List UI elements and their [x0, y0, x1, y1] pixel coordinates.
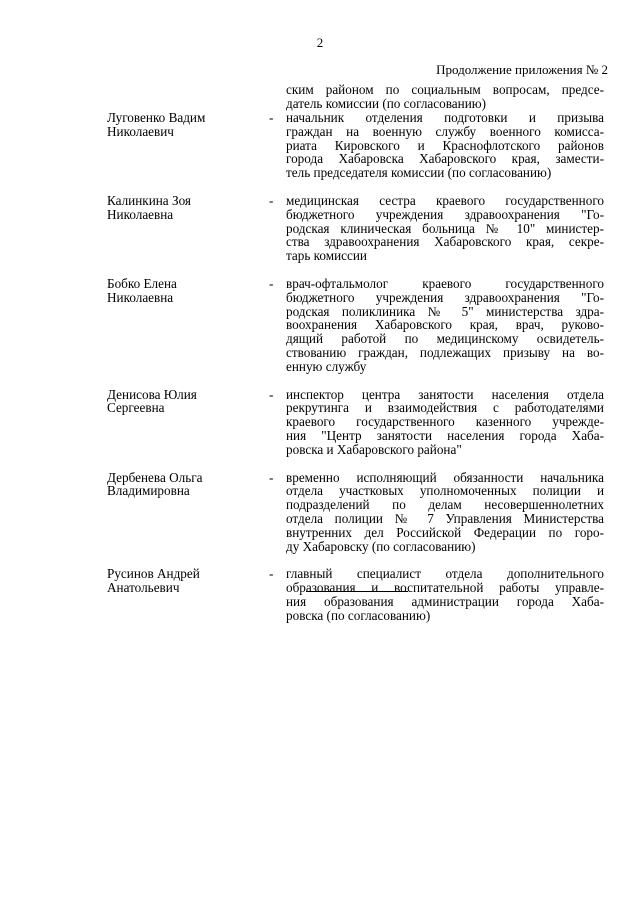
description-line: ским районом по социальным вопросам, предсе- [286, 82, 604, 97]
member-entry [0, 111, 640, 180]
dash-separator: - [269, 566, 274, 582]
continued-description [286, 83, 604, 111]
position-line: отдела участковых уполномоченных полиции и [286, 483, 604, 499]
position-line: внутренних дел Российской Федерации по горо- [286, 524, 604, 540]
member-name [107, 567, 269, 595]
page-number: 2 [316, 35, 324, 50]
position-line: риата Кировского и Краснофлотского районов [286, 137, 604, 153]
member-patronymic: Владимировна [107, 483, 190, 499]
member-patronymic: Николаевич [107, 123, 174, 139]
position-line: медицинская сестра краевого государственного [286, 192, 604, 208]
position-line: ду Хабаровску (по согласованию) [286, 538, 476, 554]
position-line: ровска (по согласованию) [286, 607, 431, 623]
position-line: ровска и Хабаровского района" [286, 441, 462, 457]
position-line: рекрутинга и взаимодействия с работодателями [286, 400, 604, 416]
position-line: врач-офтальмолог краевого государственного [286, 275, 604, 291]
commission-member-list [0, 111, 640, 623]
member-patronymic: Николаевна [107, 289, 174, 305]
position-line: краевого государственного казенного учрежде- [286, 414, 604, 430]
member-entry [0, 567, 640, 622]
member-position [286, 471, 604, 554]
member-patronymic: Сергеевна [107, 400, 165, 416]
dash-separator: - [269, 275, 274, 291]
position-line: города Хабаровска Хабаровского края, замести- [286, 151, 604, 167]
member-name [107, 277, 269, 305]
member-entry [0, 388, 640, 457]
member-surname-firstname: Бобко Елена [107, 275, 177, 291]
member-entry [0, 471, 640, 554]
appendix-continuation-note: Продолжение приложения № 2 [436, 62, 608, 77]
position-line: бюджетного учреждения здравоохранения "Го- [286, 206, 604, 222]
member-entry [0, 277, 640, 374]
position-line: главный специалист отдела дополнительного [286, 566, 604, 582]
position-line: ния "Центр занятости населения города Хаба- [286, 427, 604, 443]
position-line: родская поликлиника № 5" министерства здра- [286, 303, 604, 319]
position-line: инспектор центра занятости населения отдела [286, 386, 604, 402]
member-patronymic: Николаевна [107, 206, 174, 222]
position-line: родская клиническая больница № 10" министер- [286, 220, 604, 236]
member-name [107, 194, 269, 222]
member-surname-firstname: Дербенева Ольга [107, 469, 203, 485]
member-position [286, 567, 604, 622]
position-line: граждан на военную службу военного комисса- [286, 123, 604, 139]
member-surname-firstname: Калинкина Зоя [107, 192, 191, 208]
dash-separator: - [269, 469, 274, 485]
member-surname-firstname: Русинов Андрей [107, 566, 200, 582]
position-line: дящий работой по медицинскому освидетель- [286, 331, 604, 347]
dash-separator: - [269, 386, 274, 402]
position-line: ства здравоохранения Хабаровского края, секре- [286, 234, 604, 250]
member-position [286, 277, 604, 374]
member-name [107, 111, 269, 139]
member-entry [0, 194, 640, 263]
position-line: ния образования администрации города Хаба- [286, 593, 604, 609]
member-position [286, 194, 604, 263]
position-line: воохранения Хабаровского края, врач, руково- [286, 317, 604, 333]
end-divider-line [306, 591, 408, 592]
position-line: временно исполняющий обязанности начальника [286, 469, 604, 485]
position-line: образования и воспитательной работы управле- [286, 580, 604, 596]
member-surname-firstname: Луговенко Вадим [107, 110, 206, 125]
position-line: отдела полиции № 7 Управления Министерства [286, 510, 604, 526]
position-line: бюджетного учреждения здравоохранения "Го- [286, 289, 604, 305]
position-line: начальник отделения подготовки и призыва [286, 110, 604, 125]
position-line: тель председателя комиссии (по согласованию) [286, 165, 552, 181]
dash-separator: - [269, 110, 274, 125]
member-position [286, 111, 604, 180]
member-position [286, 388, 604, 457]
member-surname-firstname: Денисова Юлия [107, 386, 197, 402]
dash-separator: - [269, 192, 274, 208]
position-line: подразделений по делам несовершеннолетних [286, 497, 604, 513]
member-patronymic: Анатольевич [107, 580, 180, 596]
position-line: ствованию граждан, подлежащих призыву на во- [286, 344, 604, 360]
member-name [107, 471, 269, 499]
position-line: тарь комиссии [286, 248, 367, 264]
description-line: датель комиссии (по согласованию) [286, 95, 486, 111]
position-line: енную службу [286, 358, 367, 374]
member-name [107, 388, 269, 416]
